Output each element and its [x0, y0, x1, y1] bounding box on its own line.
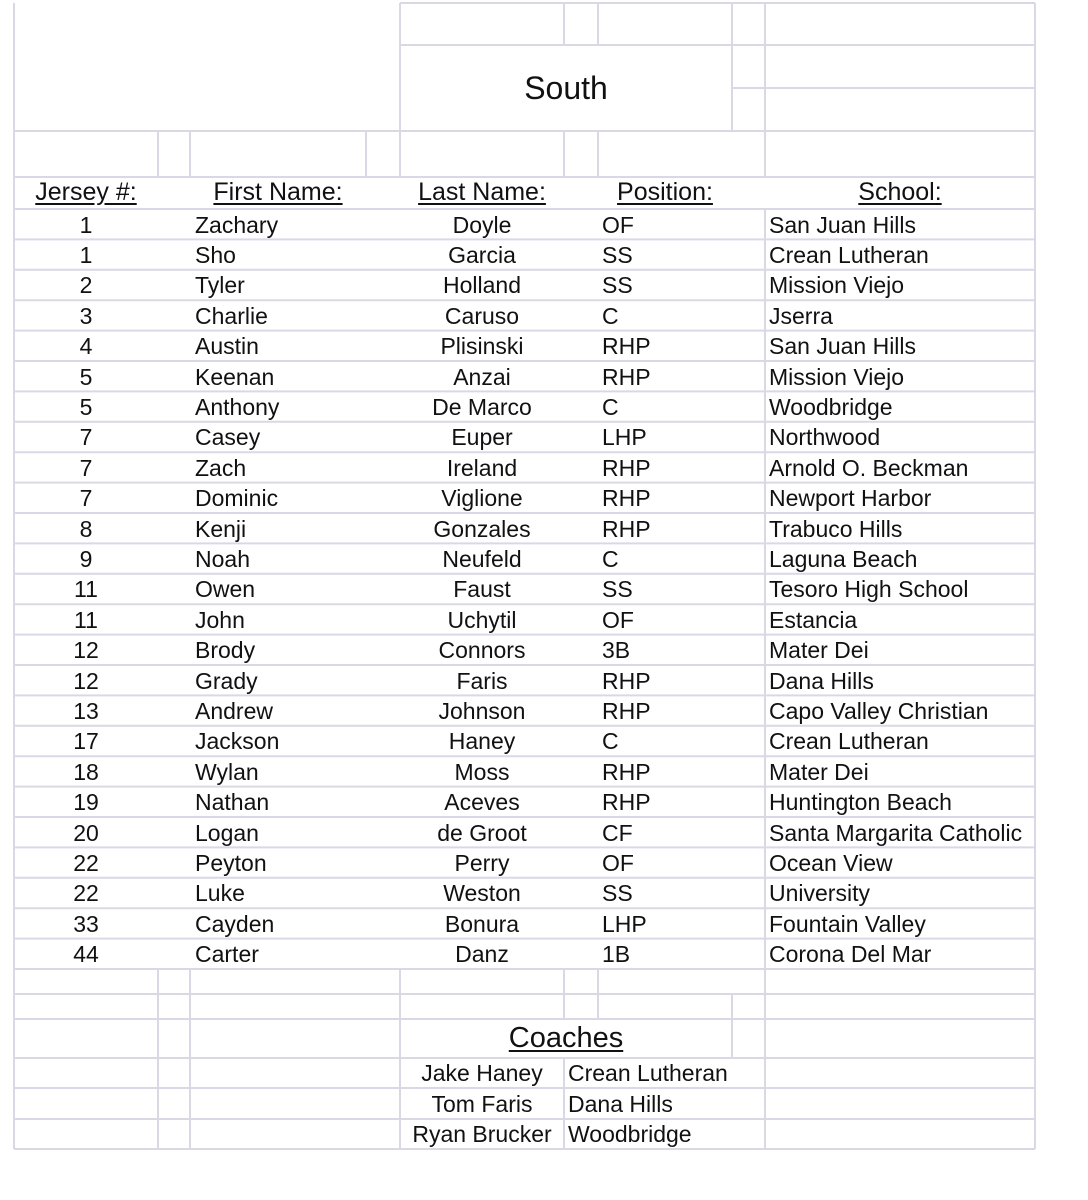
cell-position: LHP	[602, 910, 647, 937]
coach-name: Tom Faris	[431, 1090, 533, 1117]
cell-jersey: 13	[73, 697, 99, 724]
cell-first: Noah	[195, 545, 250, 572]
header-jersey: Jersey #:	[35, 178, 137, 206]
cell-first: Sho	[195, 241, 236, 268]
cell-last: Gonzales	[433, 515, 531, 542]
cell-jersey: 4	[79, 333, 93, 360]
cell-last: Weston	[443, 880, 521, 907]
coach-school: Woodbridge	[568, 1121, 692, 1147]
cell-school: Mater Dei	[769, 758, 869, 785]
cell-first: Anthony	[195, 393, 280, 420]
cell-first: Jackson	[195, 728, 280, 755]
header-position: Position:	[617, 178, 713, 206]
cell-position: SS	[602, 272, 633, 299]
cell-last: Moss	[454, 758, 510, 785]
cell-first: Logan	[195, 819, 259, 846]
cell-school: San Juan Hills	[769, 211, 917, 238]
cell-school: Woodbridge	[769, 393, 893, 420]
cell-jersey: 7	[79, 485, 93, 512]
cell-school: Crean Lutheran	[769, 241, 929, 268]
page-title: South	[524, 70, 608, 106]
cell-position: RHP	[602, 515, 651, 542]
cell-first: Tyler	[195, 272, 245, 299]
cell-last: Anzai	[453, 363, 511, 390]
cell-last: Haney	[448, 728, 516, 755]
cell-jersey: 11	[74, 606, 98, 633]
cell-position: RHP	[602, 697, 651, 724]
cell-last: Johnson	[438, 697, 526, 724]
cell-first: Grady	[195, 667, 258, 694]
header-last-name: Last Name:	[418, 178, 546, 206]
cell-school: Huntington Beach	[769, 789, 952, 816]
cell-jersey: 18	[73, 758, 99, 785]
cell-school: Mater Dei	[769, 637, 869, 664]
cell-last: Uchytil	[447, 606, 517, 633]
cell-jersey: 44	[73, 941, 99, 968]
cell-last: Aceves	[444, 789, 520, 816]
cell-position: SS	[602, 576, 633, 603]
cell-last: de Groot	[437, 819, 527, 846]
cell-jersey: 7	[79, 424, 93, 451]
cell-position: OF	[602, 849, 634, 876]
cell-school: Laguna Beach	[769, 545, 918, 572]
cell-position: 3B	[602, 637, 631, 664]
cell-last: Bonura	[444, 910, 520, 937]
cell-school: Jserra	[769, 302, 833, 329]
cell-position: 1B	[602, 941, 631, 968]
cell-first: Charlie	[195, 302, 268, 329]
cell-first: Dominic	[195, 485, 279, 512]
cell-position: RHP	[602, 485, 651, 512]
cell-first: John	[195, 606, 245, 633]
cell-first: Owen	[195, 576, 256, 603]
cell-first: Zachary	[195, 211, 279, 238]
cell-position: RHP	[602, 333, 651, 360]
cell-first: Wylan	[195, 758, 259, 785]
cell-school: Dana Hills	[769, 667, 874, 694]
cell-school: Santa Margarita Catholic	[769, 819, 1023, 846]
cell-jersey: 17	[73, 728, 99, 755]
cell-last: Caruso	[444, 302, 520, 329]
cell-position: OF	[602, 606, 634, 633]
cell-position: C	[602, 302, 619, 329]
cell-last: Perry	[454, 849, 510, 876]
cell-jersey: 12	[73, 667, 99, 694]
coaches-heading: Coaches	[508, 1022, 624, 1054]
cell-jersey: 9	[79, 545, 93, 572]
cell-jersey: 8	[79, 515, 93, 542]
cell-position: SS	[602, 241, 633, 268]
cell-school: Arnold O. Beckman	[769, 454, 969, 481]
cell-jersey: 20	[73, 819, 99, 846]
cell-jersey: 33	[73, 910, 99, 937]
cell-last: De Marco	[432, 393, 532, 420]
cell-first: Nathan	[195, 789, 270, 816]
coach-school: Crean Lutheran	[568, 1060, 728, 1086]
cell-last: Euper	[451, 424, 513, 451]
cell-jersey: 12	[73, 637, 99, 664]
cell-jersey: 5	[79, 363, 93, 390]
cell-first: Austin	[195, 333, 259, 360]
cell-last: Ireland	[446, 454, 518, 481]
cell-school: San Juan Hills	[769, 333, 917, 360]
cell-jersey: 19	[73, 789, 99, 816]
cell-position: C	[602, 728, 619, 755]
cell-last: Plisinski	[440, 333, 524, 360]
cell-jersey: 5	[79, 393, 93, 420]
cell-school: Estancia	[769, 606, 858, 633]
cell-school: Corona Del Mar	[769, 941, 932, 968]
cell-school: Mission Viejo	[769, 363, 905, 390]
cell-first: Casey	[195, 424, 261, 451]
cell-position: RHP	[602, 789, 651, 816]
cell-last: Faris	[456, 667, 508, 694]
cell-school: Tesoro High School	[769, 576, 969, 603]
cell-first: Brody	[195, 637, 256, 664]
cell-school: Capo Valley Christian	[769, 697, 989, 724]
cell-position: C	[602, 393, 619, 420]
cell-last: Faust	[453, 576, 511, 603]
cell-position: C	[602, 545, 619, 572]
cell-first: Zach	[195, 454, 247, 481]
cell-school: Trabuco Hills	[769, 515, 903, 542]
cell-last: Viglione	[441, 485, 523, 512]
header-first-name: First Name:	[213, 178, 343, 206]
cell-position: RHP	[602, 667, 651, 694]
cell-last: Danz	[455, 941, 509, 968]
cell-jersey: 22	[73, 880, 99, 907]
cell-jersey: 3	[79, 302, 93, 329]
cell-school: Fountain Valley	[769, 910, 926, 937]
coach-name: Ryan Brucker	[412, 1121, 552, 1147]
cell-jersey: 7	[79, 454, 93, 481]
cell-first: Keenan	[195, 363, 275, 390]
cell-school: Newport Harbor	[769, 485, 932, 512]
cell-jersey: 1	[79, 211, 93, 238]
cell-school: University	[769, 880, 870, 907]
cell-jersey: 22	[73, 849, 99, 876]
cell-first: Kenji	[195, 515, 247, 542]
cell-last: Connors	[438, 637, 526, 664]
coach-school: Dana Hills	[568, 1090, 673, 1117]
coach-name: Jake Haney	[421, 1060, 543, 1086]
cell-first: Carter	[195, 941, 259, 968]
cell-first: Andrew	[195, 697, 273, 724]
cell-position: CF	[602, 819, 633, 846]
cell-first: Luke	[195, 880, 245, 907]
cell-school: Crean Lutheran	[769, 728, 929, 755]
header-school: School:	[858, 178, 942, 206]
cell-jersey: 11	[74, 576, 98, 603]
cell-jersey: 2	[79, 272, 93, 299]
cell-last: Neufeld	[442, 545, 522, 572]
cell-school: Mission Viejo	[769, 272, 905, 299]
cell-position: RHP	[602, 454, 651, 481]
cell-position: OF	[602, 211, 634, 238]
cell-school: Ocean View	[769, 849, 893, 876]
cell-school: Northwood	[769, 424, 881, 451]
cell-last: Garcia	[448, 241, 516, 268]
cell-jersey: 1	[79, 241, 93, 268]
cell-last: Holland	[443, 272, 521, 299]
cell-position: LHP	[602, 424, 647, 451]
cell-first: Peyton	[195, 849, 267, 876]
cell-position: RHP	[602, 363, 651, 390]
cell-first: Cayden	[195, 910, 275, 937]
cell-last: Doyle	[452, 211, 512, 238]
cell-position: RHP	[602, 758, 651, 785]
cell-position: SS	[602, 880, 633, 907]
